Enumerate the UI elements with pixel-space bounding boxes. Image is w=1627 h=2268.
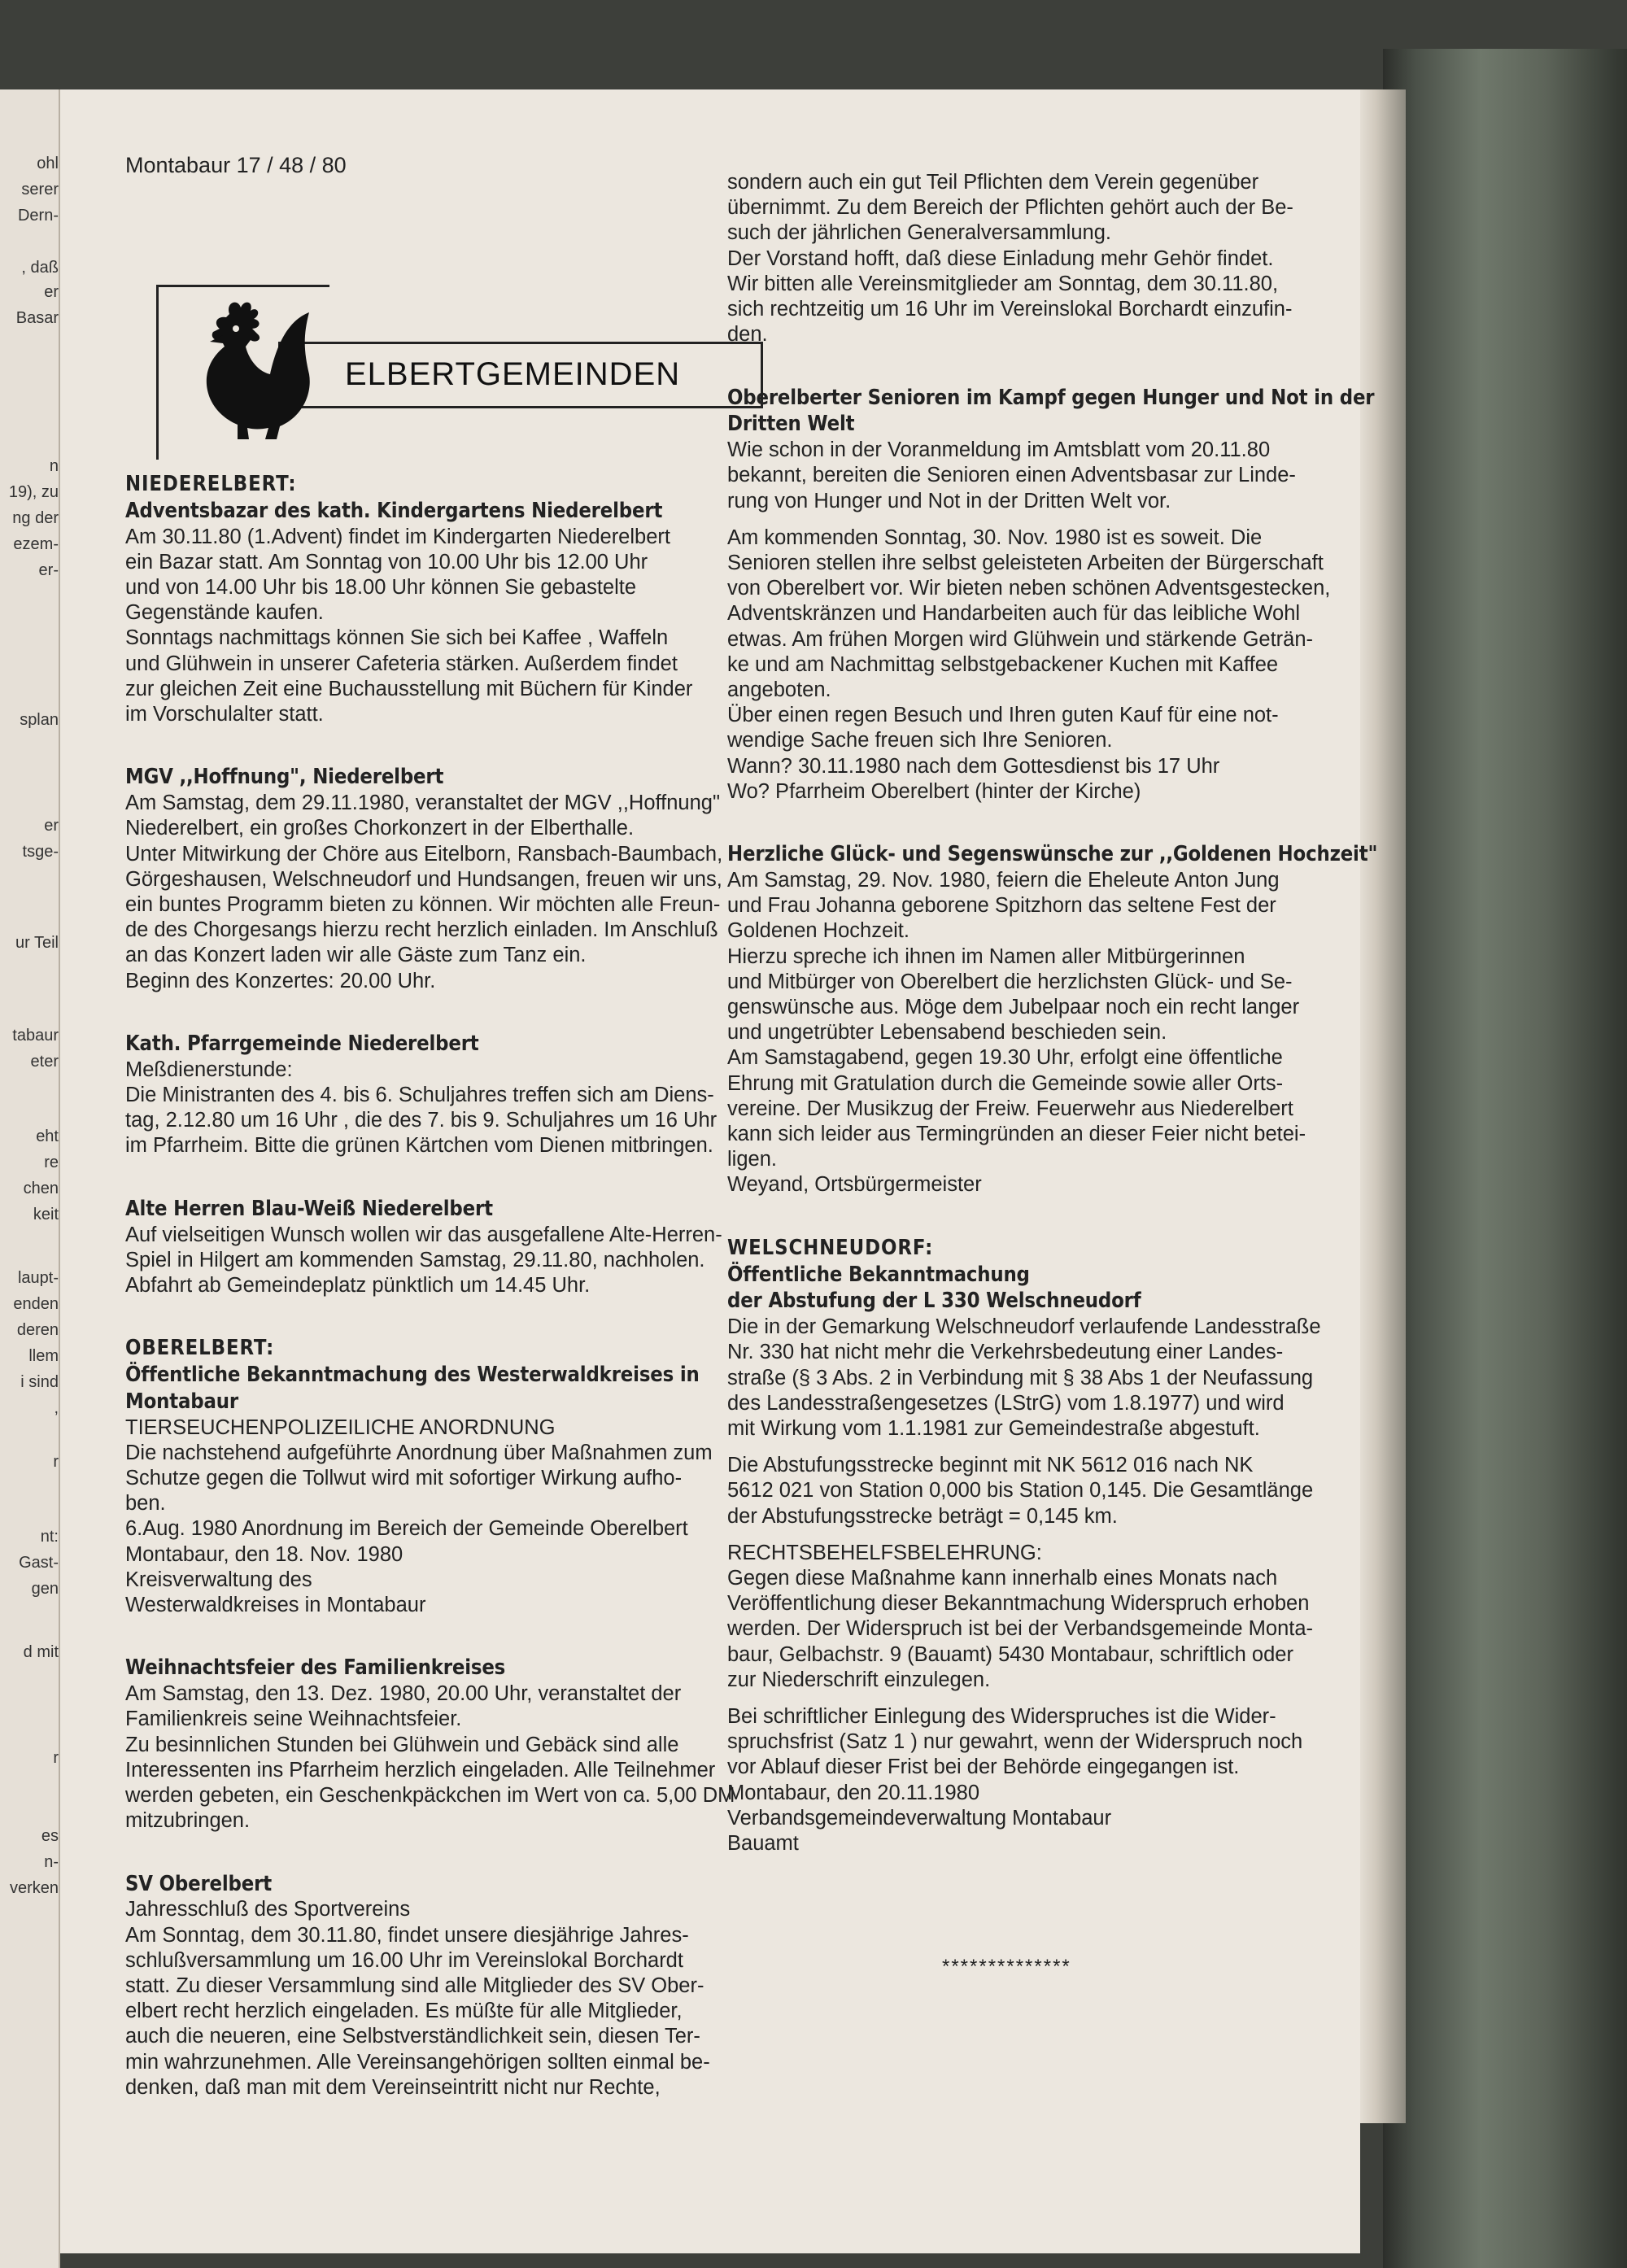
prev-page-text: eter [30,1053,59,1071]
article-text-line: angeboten. [727,678,831,701]
article-text-line: Gegenstände kaufen. [125,601,324,625]
article-text-line: bekannt, bereiten die Senioren einen Adventsbasar zur Linde- [727,464,1296,487]
article-text-line: vereine. Der Musikzug der Freiw. Feuerwehr aus Niederelbert [727,1097,1293,1120]
article-text-line: Am kommenden Sonntag, 30. Nov. 1980 ist es soweit. Die [727,526,1263,549]
article-text-line: TIERSEUCHENPOLIZEILICHE ANORDNUNG [125,1415,556,1439]
article-text-line: genswünsche aus. Möge dem Jubelpaar noch ein recht langer [727,996,1300,1018]
prev-page-text: Gast- [19,1554,59,1572]
prev-page-text: ezem- [13,535,59,553]
article-text-line: such der jährlichen Generalversammlung. [727,221,1111,245]
article-heading: Weihnachtsfeier des Familienkreises [125,1655,506,1681]
article-heading: der Abstufung der L 330 Welschneudorf [727,1289,1141,1314]
article-text-line: Am Sonntag, dem 30.11.80, findet unsere diesjährige Jahres- [125,1923,689,1947]
article-text-line: auch die neueren, eine Selbstverständlichkeit sein, diesen Ter- [125,2025,700,2048]
prev-page-text: ur Teil [15,934,59,952]
article-text-line: Westerwaldkreises in Montabaur [125,1594,426,1617]
article-text-line: im Pfarrheim. Bitte die grünen Kärtchen vom Dienen mitbringen. [125,1134,713,1158]
prev-page-text: d mit [23,1643,59,1661]
article-text-line: den. [727,323,768,347]
article-text-line: ligen. [727,1148,777,1171]
article-text-line: rung von Hunger und Not in der Dritten Welt vor. [727,489,1171,512]
article-text-line: Die nachstehend aufgeführte Anordnung über Maßnahmen zum [125,1441,713,1464]
article-heading: Öffentliche Bekanntmachung [727,1262,1030,1287]
prev-page-text: Dern- [17,207,59,225]
article-text-line: Verbandsgemeindeverwaltung Montabaur [727,1806,1112,1830]
prev-page-text: splan [20,711,59,729]
article-heading: Adventsbazar des kath. Kindergartens Niederelbert [125,498,663,523]
prev-page-text: er [44,817,59,835]
prev-page-text: keit [33,1206,59,1223]
article-heading: Herzliche Glück- und Segenswünsche zur ,,Goldenen Hochzeit" [727,842,1378,867]
section-banner [156,285,742,423]
article-text-line: Am Samstagabend, gegen 19.30 Uhr, erfolgt eine öffentliche [727,1046,1283,1070]
article-heading: SV Oberelbert [125,1871,272,1896]
article-text-line: zur Niederschrift einzulegen. [727,1668,991,1691]
article-text-line: spruchsfrist (Satz 1 ) nur gewahrt, wenn der Widerspruch noch [727,1730,1303,1754]
prev-page-text: llem [28,1347,59,1365]
article-text-line: werden. Der Widerspruch ist bei der Verbandsgemeinde Monta- [727,1617,1314,1641]
article-text-line: Zu besinnlichen Stunden bei Glühwein und Gebäck sind alle [125,1733,679,1756]
article-text-line: ke und am Nachmittag selbstgebackener Kuchen mit Kaffee [727,652,1279,676]
article-text-line: sondern auch ein gut Teil Pflichten dem Verein gegenüber [727,171,1259,194]
article-text-line: Jahresschluß des Sportvereins [125,1898,411,1921]
prev-page-text: verken [9,1879,59,1897]
article-text-line: Wann? 30.11.1980 nach dem Gottesdienst bis 17 Uhr [727,754,1220,778]
article-text-line: und von 14.00 Uhr bis 18.00 Uhr können Sie gebastelte [125,575,637,599]
prev-page-text: enden [13,1295,59,1313]
article-text-line: elbert recht herzlich eingeladen. Es müßte für alle Mitglieder, [125,2000,683,2023]
article-text-line: kann sich leider aus Termingründen an dieser Feier nicht betei- [727,1123,1306,1145]
prev-page-text: tsge- [22,843,59,861]
article-text-line: Veröffentlichung dieser Bekanntmachung Widerspruch erhoben [727,1592,1310,1616]
article-text-line: Auf vielseitigen Wunsch wollen wir das ausgefallene Alte-Herren- [125,1223,722,1246]
article-text-line: ein buntes Programm bieten zu können. Wir möchten alle Freun- [125,892,721,916]
prev-page-text: laupt- [17,1269,59,1287]
article-text-line: vor Ablauf dieser Frist bei der Behörde eingegangen ist. [727,1756,1240,1779]
article-text-line: an das Konzert laden wir alle Gäste zum Tanz ein. [125,944,587,967]
article-text-line: RECHTSBEHELFSBELEHRUNG: [727,1541,1042,1564]
article-text-line: Weyand, Ortsbürgermeister [727,1173,982,1197]
article-text-line: baur, Gelbachstr. 9 (Bauamt) 5430 Montabaur, schriftlich oder [727,1642,1293,1666]
prev-page-text: er [44,283,59,301]
prev-page-text: es [41,1827,59,1845]
article-text-line: Beginn des Konzertes: 20.00 Uhr. [125,969,436,992]
article-text-line: Am Samstag, dem 29.11.1980, veranstaltet der MGV ,,Hoffnung" [125,792,720,815]
previous-page-fragment [0,89,60,2268]
article-text-line: Goldenen Hochzeit. [727,919,909,943]
article-heading: Oberelberter Senioren im Kampf gegen Hunger und Not in der [727,385,1375,410]
prev-page-text: n- [44,1853,59,1871]
article-text-line: Hierzu spreche ich ihnen im Namen aller Mitbürgerinnen [727,944,1245,968]
prev-page-text: serer [21,181,59,198]
article-text-line: ben. [125,1492,166,1516]
article-text-line: Bauamt [727,1832,799,1856]
article-heading: Dritten Welt [727,412,855,437]
article-text-line: Über einen regen Besuch und Ihren guten Kauf für eine not- [727,704,1279,727]
article-text-line: Gegen diese Maßnahme kann innerhalb eines Monats nach [727,1567,1278,1590]
prev-page-text: tabaur [12,1027,59,1045]
article-heading: MGV ,,Hoffnung", Niederelbert [125,765,444,790]
prev-page-text: deren [16,1321,59,1339]
article-text-line: ein Bazar statt. Am Sonntag von 10.00 Uhr bis 12.00 Uhr [125,550,648,574]
article-text-line: Bei schriftlicher Einlegung des Widerspruches ist die Wider- [727,1705,1276,1729]
article-text-line: schlußversammlung um 16.00 Uhr im Vereinslokal Borchardt [125,1948,683,1972]
article-text-line: Adventskränzen und Handarbeiten auch für das leibliche Wohl [727,602,1301,626]
article-text-line: tag, 2.12.80 um 16 Uhr , die des 7. bis 9. Schuljahres um 16 Uhr [125,1109,718,1132]
article-text-line: übernimmt. Zu dem Bereich der Pflichten gehört auch der Be- [727,196,1293,220]
article-text-line: Wie schon in der Voranmeldung im Amtsblatt vom 20.11.80 [727,438,1271,462]
prev-page-text: nt: [40,1528,59,1546]
prev-page-text: re [44,1154,59,1171]
prev-page-text: Basar [15,309,59,327]
article-text-line: denken, daß man mit dem Vereinseintritt nicht nur Rechte, [125,2075,661,2099]
article-text-line: statt. Zu dieser Versammlung sind alle Mitglieder des SV Ober- [125,1974,704,1998]
prev-page-text: r [53,1453,59,1471]
article-text-line: Abfahrt ab Gemeindeplatz pünktlich um 14.45 Uhr. [125,1273,591,1297]
end-marker: ************** [942,1956,1071,1978]
prev-page-text: n [49,457,59,475]
article-heading: Montabaur [125,1389,238,1414]
article-text-line: Meßdienerstunde: [125,1058,293,1081]
article-text-line: und Glühwein in unserer Cafeteria stärken. Außerdem findet [125,652,678,675]
prev-page-text: er- [38,561,59,579]
article-text-line: Schutze gegen die Tollwut wird mit sofortiger Wirkung aufho- [125,1467,683,1490]
article-text-line: Unter Mitwirkung der Chöre aus Eitelborn, Ransbach-Baumbach, [125,842,723,866]
article-text-line: Montabaur, den 20.11.1980 [727,1781,980,1804]
article-text-line: Senioren stellen ihre selbst geleisteten Arbeiten der Bürgerschaft [727,552,1324,574]
prev-page-text: ng der [12,509,59,527]
article-text-line: von Oberelbert vor. Wir bieten neben schönen Adventsgestecken, [727,577,1331,600]
article-text-line: und ungetrübter Lebensabend beschieden sein. [727,1021,1167,1045]
article-heading: Kath. Pfarrgemeinde Niederelbert [125,1031,479,1056]
article-text-line: mitzubringen. [125,1809,251,1833]
prev-page-text: eht [36,1127,59,1145]
article-text-line: Am Samstag, 29. Nov. 1980, feiern die Eheleute Anton Jung [727,869,1280,892]
article-text-line: wendige Sache freuen sich Ihre Senioren. [727,729,1113,752]
page-header: Montabaur 17 / 48 / 80 [125,153,347,177]
article-text-line: 6.Aug. 1980 Anordnung im Bereich der Gemeinde Oberelbert [125,1517,688,1541]
prev-page-text: i sind [20,1373,59,1391]
article-text-line: und Frau Johanna geborene Spitzhorn das seltene Fest der [727,894,1276,918]
article-text-line: Sonntags nachmittags können Sie sich bei Kaffee , Waffeln [125,626,669,650]
section-title: ELBERTGEMEINDEN [345,356,681,392]
article-text-line: Am Samstag, den 13. Dez. 1980, 20.00 Uhr, veranstaltet der [125,1682,682,1706]
prev-page-text: , [54,1399,59,1417]
article-text-line: Montabaur, den 18. Nov. 1980 [125,1542,403,1566]
article-text-line: straße (§ 3 Abs. 2 in Verbindung mit § 38 Abs 1 der Neufassung [727,1366,1314,1389]
article-text-line: Die Abstufungsstrecke beginnt mit NK 5612 016 nach NK [727,1454,1254,1477]
prev-page-text: gen [31,1580,59,1598]
article-heading: NIEDERELBERT: [125,472,297,496]
prev-page-text: chen [23,1180,59,1197]
article-text-line: sich rechtzeitig um 16 Uhr im Vereinslokal Borchardt einzufin- [727,298,1293,321]
article-text-line: Kreisverwaltung des [125,1568,312,1591]
article-text-line: Wir bitten alle Vereinsmitglieder am Sonntag, dem 30.11.80, [727,272,1279,295]
article-text-line: Familienkreis seine Weihnachtsfeier. [125,1708,462,1731]
article-text-line: Der Vorstand hofft, daß diese Einladung mehr Gehör findet. [727,246,1274,270]
article-text-line: Die Ministranten des 4. bis 6. Schuljahres treffen sich am Diens- [125,1083,714,1106]
article-text-line: Niederelbert, ein großes Chorkonzert in der Elberthalle. [125,817,635,840]
book-binding [1383,49,1627,2268]
article-heading: Öffentliche Bekanntmachung des Westerwaldkreises in [125,1363,700,1388]
article-heading: OBERELBERT: [125,1336,275,1361]
prev-page-text: ohl [37,155,59,172]
article-heading: Alte Herren Blau-Weiß Niederelbert [125,1196,493,1221]
article-heading: WELSCHNEUDORF: [727,1235,934,1260]
article-text-line: zur gleichen Zeit eine Buchausstellung mit Büchern für Kinder [125,677,693,700]
newspaper-page [60,89,1378,2253]
article-text-line: etwas. Am frühen Morgen wird Glühwein und stärkende Geträn- [727,627,1314,651]
article-text-line: min wahrzunehmen. Alle Vereinsangehörigen sollten einmal be- [125,2050,710,2074]
article-text-line: de des Chorgesangs hierzu recht herzlich einladen. Im Anschluß [125,918,718,942]
article-text-line: im Vorschulalter statt. [125,702,324,726]
article-text-line: Nr. 330 hat nicht mehr die Verkehrsbedeutung einer Landes- [727,1341,1284,1364]
article-text-line: Ehrung mit Gratulation durch die Gemeinde sowie aller Orts- [727,1071,1284,1095]
article-text-line: Die in der Gemarkung Welschneudorf verlaufende Landesstraße [727,1315,1321,1339]
article-text-line: der Abstufungsstrecke beträgt = 0,145 km. [727,1504,1118,1528]
article-text-line: werden gebeten, ein Geschenkpäckchen im Wert von ca. 5,00 DM [125,1784,735,1808]
article-text-line: Am 30.11.80 (1.Advent) findet im Kindergarten Niederelbert [125,525,670,548]
article-text-line: 5612 021 von Station 0,000 bis Station 0,145. Die Gesamtlänge [727,1479,1314,1503]
article-text-line: Görgeshausen, Welschneudorf und Hundsangen, freuen wir uns, [125,867,722,891]
prev-page-text: r [53,1749,59,1767]
article-text-line: Spiel in Hilgert am kommenden Samstag, 29.11.80, nachholen. [125,1248,705,1271]
article-text-line: und Mitbürger von Oberelbert die herzlichsten Glück- und Se- [727,970,1293,993]
prev-page-text: 19), zu [8,483,59,501]
article-text-line: des Landesstraßengesetzes (LStrG) vom 1.8.1977) und wird [727,1391,1285,1415]
article-text-line: Wo? Pfarrheim Oberelbert (hinter der Kirche) [727,779,1141,803]
article-text-line: mit Wirkung vom 1.1.1981 zur Gemeindestraße abgestuft. [727,1416,1260,1440]
article-text-line: Interessenten ins Pfarrheim herzlich eingeladen. Alle Teilnehmer [125,1758,716,1782]
prev-page-text: , daß [21,259,59,277]
rooster-icon [181,296,319,443]
